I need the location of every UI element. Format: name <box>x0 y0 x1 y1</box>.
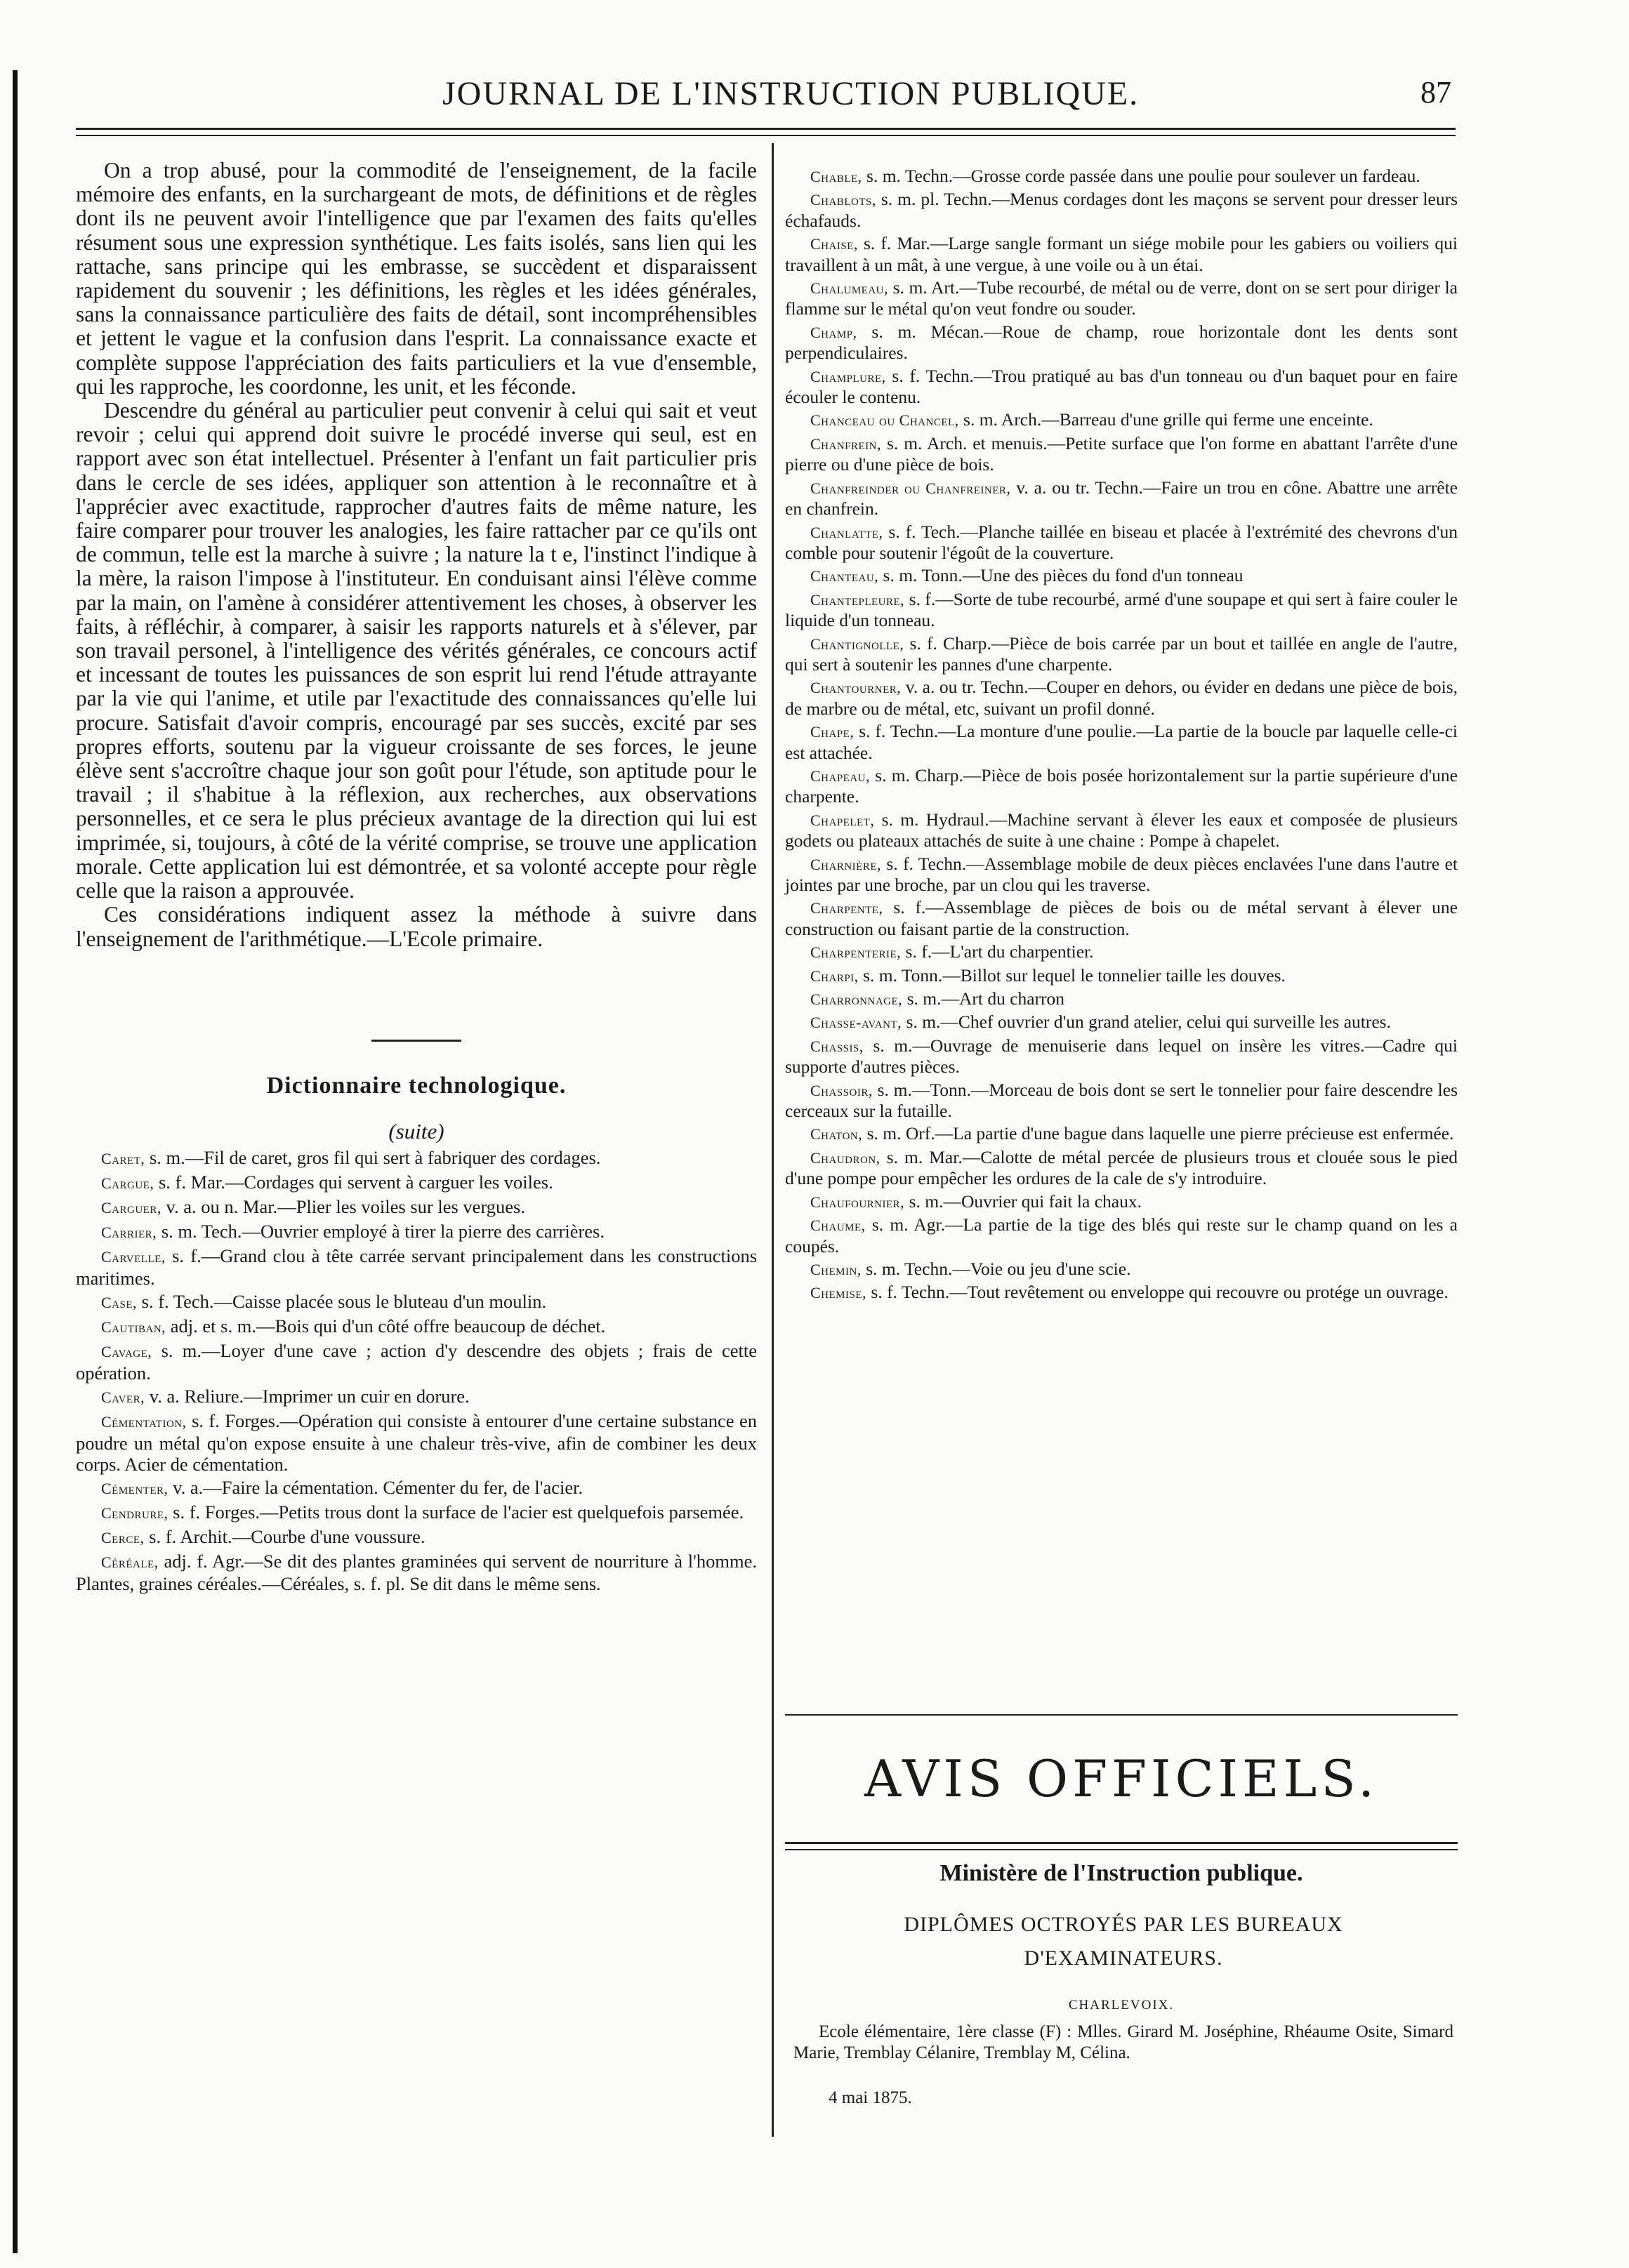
entry-headword: Charronnage, <box>810 990 903 1009</box>
entry-headword: Chantignolle, <box>810 635 904 653</box>
dictionary-entry <box>785 1080 1458 1122</box>
entry-definition: v. a. ou tr. Techn.—Couper en dehors, ou évider en dedans une pièce de bois, de marbre ou de métal, etc, suivant un profil donné. <box>785 677 1458 719</box>
entry-definition: s. m.—Art du charron <box>906 988 1065 1009</box>
entry-headword: Champ, <box>810 323 857 341</box>
dictionary-entry <box>785 1259 1458 1280</box>
entry-headword: Charpenterie, <box>810 943 902 962</box>
dictionary-entry <box>785 721 1458 763</box>
entry-definition: s. f. Forges.—Opération qui consiste à entourer d'une certaine substance en poudre un métal qu'on expose ensuite à une chaleur très-vive, afin de combiner les deux corps. Acier de cémentation. <box>76 1410 757 1475</box>
entry-definition: s. m. pl. Techn.—Menus cordages dont les maçons se servent pour dresser leurs échafauds. <box>785 189 1458 231</box>
avis-rule-thin <box>785 1849 1458 1850</box>
essay <box>76 159 757 951</box>
dictionary-entry <box>76 1147 757 1169</box>
dictionary-entry <box>76 1221 757 1243</box>
entry-definition: s. f.—Sorte de tube recourbé, armé d'une soupape et qui sert à faire couler le liquide d'un tonneau. <box>785 588 1458 631</box>
entry-definition: adj. f. Agr.—Se dit des plantes graminées qui servent de nourriture à l'homme. Plantes, graines céréales.—Céréales, s. f. pl. Se dit dans le même sens. <box>76 1550 757 1594</box>
entry-definition: s. f. Techn.—Tout revêtement ou enveloppe qui recouvre ou protége un ouvrage. <box>871 1282 1449 1303</box>
dictionary-entry <box>785 1191 1458 1212</box>
entry-definition: v. a. ou n. Mar.—Plier les voiles sur les vergues. <box>166 1195 525 1217</box>
entry-headword: Chanlatte, <box>810 523 883 541</box>
dictionary-entry <box>76 1340 757 1384</box>
entry-headword: Cémenter, <box>101 1479 169 1497</box>
entry-headword: Cerce, <box>101 1528 145 1546</box>
entry-definition: s. m. Arch.—Barreau d'une grille qui ferme une enceinte. <box>963 409 1373 430</box>
header-rule <box>76 128 1456 130</box>
dictionary-entry <box>785 1123 1458 1144</box>
entry-definition: s. f.—Assemblage de pièces de bois ou de métal servant à élever une construction ou faisant partie de la construction. <box>785 897 1458 939</box>
dictionary-entry <box>76 1551 757 1594</box>
entry-definition: s. m. Mécan.—Roue de champ, roue horizontale dont les dents sont perpendiculaires. <box>785 321 1458 364</box>
entry-definition: s. f. Charp.—Pièce de bois carrée par un bout et taillée en angle de l'autre, qui sert à soutenir les pannes d'une charpente. <box>785 632 1458 675</box>
entry-headword: Chanfrein, <box>810 435 882 453</box>
entry-definition: s. f. Archit.—Courbe d'une voussure. <box>149 1525 426 1547</box>
entry-definition: s. f.—Grand clou à tête carrée servant principalement dans les constructions maritimes. <box>76 1245 758 1289</box>
dictionary-entry <box>76 1501 757 1524</box>
entry-definition: s. m.—Tonn.—Morceau de bois dont se sert le tonnelier pour faire descendre les cerceaux sur la futaille. <box>785 1079 1458 1122</box>
entry-headword: Charpi, <box>810 967 859 985</box>
entry-definition: s. f. Tech.—Planche taillée en biseau et placée à l'extrémité des chevrons d'un comble pour soutenir l'égoût de la couverture. <box>785 521 1458 563</box>
entry-definition: s. f.—L'art du charpentier. <box>905 941 1094 962</box>
entry-definition: s. m. Tonn.—Une des pièces du fond d'un tonneau <box>883 565 1244 586</box>
entry-definition: s. m.—Ouvrage de menuiserie dans lequel on insère les vitres.—Cadre qui supporte d'autres pièces. <box>785 1035 1458 1077</box>
entry-headword: Céréale, <box>101 1553 159 1571</box>
dictionary-entry <box>785 1214 1458 1256</box>
dictionary-entry <box>785 897 1458 939</box>
entry-definition: s. f. Mar.—Large sangle formant un siége mobile pour les gabiers ou voiliers qui travaillent à un mât, à une vergue, à une voile ou à un étai. <box>785 233 1458 275</box>
dictionary-entry <box>785 189 1458 231</box>
entry-headword: Chassoir, <box>810 1081 873 1099</box>
entry-headword: Champlure, <box>810 367 886 385</box>
entry-definition: s. f. Techn.—La monture d'une poulie.—La partie de la boucle par laquelle celle-ci est attachée. <box>785 721 1458 763</box>
dictionary-entry <box>785 565 1458 586</box>
entry-definition: s. f. Tech.—Caisse placée sous le bluteau d'un moulin. <box>141 1290 547 1312</box>
dictionary-entry <box>76 1315 757 1338</box>
section-separator <box>371 1040 461 1042</box>
entry-definition: v. a. ou tr. Techn.—Faire un trou en cône. Abattre une arrête en chanfrein. <box>785 477 1458 519</box>
entry-definition: s. m.—Chef ouvrier d'un grand atelier, celui qui surveille les autres. <box>906 1012 1391 1033</box>
entry-definition: adj. et s. m.—Bois qui d'un côté offre beaucoup de déchet. <box>170 1315 606 1337</box>
dictionary-entry <box>785 633 1458 675</box>
entry-headword: Chemise, <box>810 1284 867 1302</box>
entry-headword: Chable, <box>810 168 862 185</box>
right-column <box>785 163 1458 1306</box>
dictionary-entry <box>785 321 1458 364</box>
dictionary-entry <box>785 589 1458 631</box>
dictionary-entry <box>785 677 1458 719</box>
entry-headword: Chantepleure, <box>810 590 905 609</box>
ministry-heading: Ministère de l'Instruction publique. <box>939 1860 1303 1886</box>
school-listing: Ecole élémentaire, 1ère classe (F) : Mlles. Girard M. Joséphine, Rhéaume Osite, Simard Marie, Tremblay Célanire, Tremblay M, Célina. <box>793 2022 1453 2062</box>
entry-definition: s. f. Techn.—Trou pratiqué au bas d'un tonneau ou d'un baquet pour en faire écouler le contenu. <box>785 365 1458 408</box>
entry-headword: Chanceau ou Chancel, <box>810 411 959 430</box>
entry-definition: s. m. Agr.—La partie de la tige des blés qui reste sur le champ quand on les a coupés. <box>785 1214 1458 1256</box>
entry-headword: Caret, <box>101 1149 145 1167</box>
entry-headword: Carguer, <box>101 1198 161 1216</box>
essay-paragraph-2: Descendre du général au particulier peut convenir à celui qui sait et veut revoir ; celui qui apprend doit suivre le procédé inverse qui seul, est en rapport avec son état intellectuel. Présenter à l'enfant un fait particulier pris dans le cercle de ses idées, appliquer son attention à le reconnaître et à l'apprécier avec exactitude, rapprocher d'autres faits de même nature, les faire comparer pour trouver les analogies, les faire rattacher par ce qu'ils ont de commun, telle est la marche à suivre ; la nature la t e, l'instinct l'indique à la mère, la raison l'impose à l'instituteur. En conduisant ainsi l'élève comme par la main, on l'amène à considérer attentivement les choses, à observer les faits, à réfléchir, à comparer, à saisir les rapports naturels et à s'élever, par son travail personel, à l'intelligence des vérités générales, ce concours actif et incessant de toutes les puissances de son esprit lui rend l'étude attrayante par la vie qui l'anime, et utile par l'exactitude des connaissances qu'elle lui procure. Satisfait d'avoir compris, encouragé par ses succès, excité par ses propres efforts, soutenu par la vigueur croissante de ses forces, le jeune élève sent s'accroître chaque jour son goût pour l'étude, son aptitude pour le travail ; il s'habitue à la réflexion, aux recherches, aux observations personnelles, et ce sera le plus précieux avantage de la direction qui lui est imprimée, si, toujours, à côté de la vérité comprise, se trouve une application morale. Cette application lui est démontrée, et sa volonté accepte pour règle celle que la raison a approuvée. <box>76 398 757 903</box>
entry-headword: Chaton, <box>810 1125 863 1143</box>
dictionary-entry <box>785 277 1458 319</box>
dictionary-entry <box>785 433 1458 475</box>
entry-headword: Chaufournier, <box>810 1193 905 1211</box>
column-divider <box>772 143 774 2137</box>
entry-definition: s. m.—Fil de caret, gros fil qui sert à fabriquer des cordages. <box>149 1146 601 1168</box>
dictionary-entry <box>785 166 1458 187</box>
entry-definition: s. f. Techn.—Assemblage mobile de deux pièces enclavées l'une dans l'autre et jointes par une broche, par un clou qui les traverse. <box>785 853 1458 895</box>
page-edge-rule <box>13 70 18 2253</box>
entry-definition: s. m. Arch. et menuis.—Petite surface que l'on forme en abattant l'arrête d'une pierre ou d'une pièce de bois. <box>785 432 1458 475</box>
entry-definition: s. f. Forges.—Petits trous dont la surface de l'acier est quelquefois parsemée. <box>173 1501 744 1523</box>
dictionary-entries-left <box>76 1147 757 1594</box>
dictionary-entry <box>785 1147 1458 1189</box>
dictionary-entry <box>785 522 1458 564</box>
entry-headword: Chapeau, <box>810 767 871 785</box>
dictionary-entry <box>76 1196 757 1219</box>
entry-headword: Chassis, <box>810 1037 864 1055</box>
dictionary-heading: Dictionnaire technologique. <box>266 1072 567 1099</box>
entry-definition: s. m.—Ouvrier qui fait la chaux. <box>909 1191 1142 1212</box>
dictionary-entry <box>785 1282 1458 1303</box>
entry-headword: Chantourner, <box>810 679 902 697</box>
entry-headword: Cavage, <box>101 1342 152 1360</box>
avis-title: AVIS OFFICIELS. <box>864 1749 1378 1808</box>
entry-definition: v. a. Reliure.—Imprimer un cuir en dorure. <box>149 1385 470 1407</box>
entry-definition: s. m. Hydraul.—Machine servant à élever les eaux et composée de plusieurs godets ou plateaux attachés de suite à une chaine : Pompe à chapelet. <box>785 809 1458 851</box>
dictionary-entry <box>785 941 1458 962</box>
dictionary-entry <box>76 1477 757 1499</box>
entry-definition: s. m. Techn.—Voie ou jeu d'une scie. <box>866 1258 1131 1279</box>
entry-headword: Chanteau, <box>810 567 879 585</box>
entry-headword: Chape, <box>810 723 855 741</box>
dictionary-subheading: (suite) <box>388 1118 444 1143</box>
entry-definition: v. a.—Faire la cémentation. Cémenter du fer, de l'acier. <box>173 1476 583 1498</box>
dictionary-entry <box>785 854 1458 896</box>
avis-top-rule <box>785 1714 1458 1716</box>
entry-headword: Carrier, <box>101 1223 157 1241</box>
entry-definition: s. m. Techn.—Grosse corde passée dans une poulie pour soulever un fardeau. <box>866 166 1420 186</box>
page-number: 87 <box>1420 75 1451 110</box>
dictionary-entry <box>785 409 1458 430</box>
dictionary-entry <box>785 366 1458 408</box>
dictionary-entry <box>76 1526 757 1549</box>
dictionary-entries-right <box>785 166 1458 1304</box>
entry-definition: s. m.—Loyer d'une cave ; action d'y descendre des objets ; frais de cette opération. <box>76 1339 757 1384</box>
entry-headword: Chaise, <box>810 235 858 253</box>
dictionary-entry <box>785 809 1458 851</box>
entry-headword: Chaudron, <box>810 1148 881 1167</box>
dictionary-entry <box>76 1410 757 1475</box>
dictionary-entry <box>785 965 1458 986</box>
entry-headword: Chaume, <box>810 1216 866 1235</box>
entry-headword: Chalumeau, <box>810 279 888 298</box>
entry-definition: s. m. Mar.—Calotte de métal percée de plusieurs trous et clouée sous le pied d'une pompe pour empêcher les ordures de la cale de s'y introduire. <box>785 1146 1458 1189</box>
notice-date: 4 mai 1875. <box>829 2088 912 2107</box>
avis-rule <box>785 1842 1458 1844</box>
entry-definition: s. m. Tech.—Ouvrier employé à tirer la pierre des carrières. <box>161 1220 605 1242</box>
entry-headword: Cendrure, <box>101 1504 169 1522</box>
region-heading: CHARLEVOIX. <box>1068 1998 1175 2012</box>
entry-definition: s. m. Tonn.—Billot sur lequel le tonnelier taille les douves. <box>863 964 1286 986</box>
header-rule-thin <box>76 135 1456 136</box>
dictionary-entry <box>76 1386 757 1408</box>
dictionary-entry <box>785 1035 1458 1077</box>
entry-headword: Cémentation, <box>101 1412 187 1431</box>
essay-paragraph-3: Ces considérations indiquent assez la méthode à suivre dans l'enseignement de l'arithmétique.—L'Ecole primaire. <box>76 902 757 951</box>
dictionary-entry <box>785 765 1458 807</box>
essay-paragraph-1: On a trop abusé, pour la commodité de l'enseignement, de la facile mémoire des enfants, en la surchargeant de mots, de définitions et de règles dont ils ne peuvent avoir l'intelligence que par l'examen des faits qu'elles résument sous une expression synthétique. Les faits isolés, sans lien qui les rattache, sans principe qui les embrasse, se succèdent et disparaissent rapidement du souvenir ; les définitions, les règles et les idées générales, sans la connaissance particulière des faits de détail, sont incompréhensibles et jettent le vague et la confusion dans l'esprit. La connaissance exacte et complète suppose l'appréciation des faits particuliers et la vue d'ensemble, qui les rapproche, les coordonne, les unit, et les féconde. <box>76 158 757 399</box>
entry-headword: Charnière, <box>810 855 882 873</box>
dictionary-entry <box>785 1012 1458 1033</box>
dictionary-entry <box>76 1172 757 1194</box>
entry-headword: Case, <box>101 1293 138 1311</box>
entry-headword: Caver, <box>101 1388 145 1406</box>
entry-headword: Chemin, <box>810 1260 862 1278</box>
dictionary-entry <box>785 988 1458 1009</box>
entry-headword: Cargue, <box>101 1174 154 1192</box>
entry-headword: Chablots, <box>810 191 876 209</box>
entry-headword: Carvelle, <box>101 1247 166 1266</box>
dictionary-entry <box>76 1291 757 1313</box>
dictionary-entry <box>785 233 1458 275</box>
entry-definition: s. f. Mar.—Cordages qui servent à carguer les voiles. <box>158 1171 553 1193</box>
entry-headword: Cautiban, <box>101 1318 166 1336</box>
entry-definition: s. m. Charp.—Pièce de bois posée horizontalement sur la partie supérieure d'une charpente. <box>785 764 1458 807</box>
running-head: JOURNAL DE L'INSTRUCTION PUBLIQUE. <box>442 75 1140 112</box>
entry-headword: Chasse-avant, <box>810 1014 902 1032</box>
dictionary-entry <box>76 1245 757 1289</box>
entry-definition: s. m. Orf.—La partie d'une bague dans laquelle une pierre précieuse est enfermée. <box>866 1123 1454 1144</box>
left-column <box>76 159 757 1596</box>
entry-headword: Charpente, <box>810 899 883 917</box>
entry-definition: s. m. Art.—Tube recourbé, de métal ou de verre, dont on se sert pour diriger la flamme sur le métal qu'on veut fondre ou souder. <box>785 277 1458 319</box>
entry-headword: Chapelet, <box>810 811 875 829</box>
diplomes-heading: DIPLÔMES OCTROYÉS PAR LES BUREAUX D'EXAMINATEURS. <box>904 1913 1343 1970</box>
entry-headword: Chanfreinder ou Chanfreiner, <box>810 479 1011 497</box>
dictionary-entry <box>785 477 1458 519</box>
